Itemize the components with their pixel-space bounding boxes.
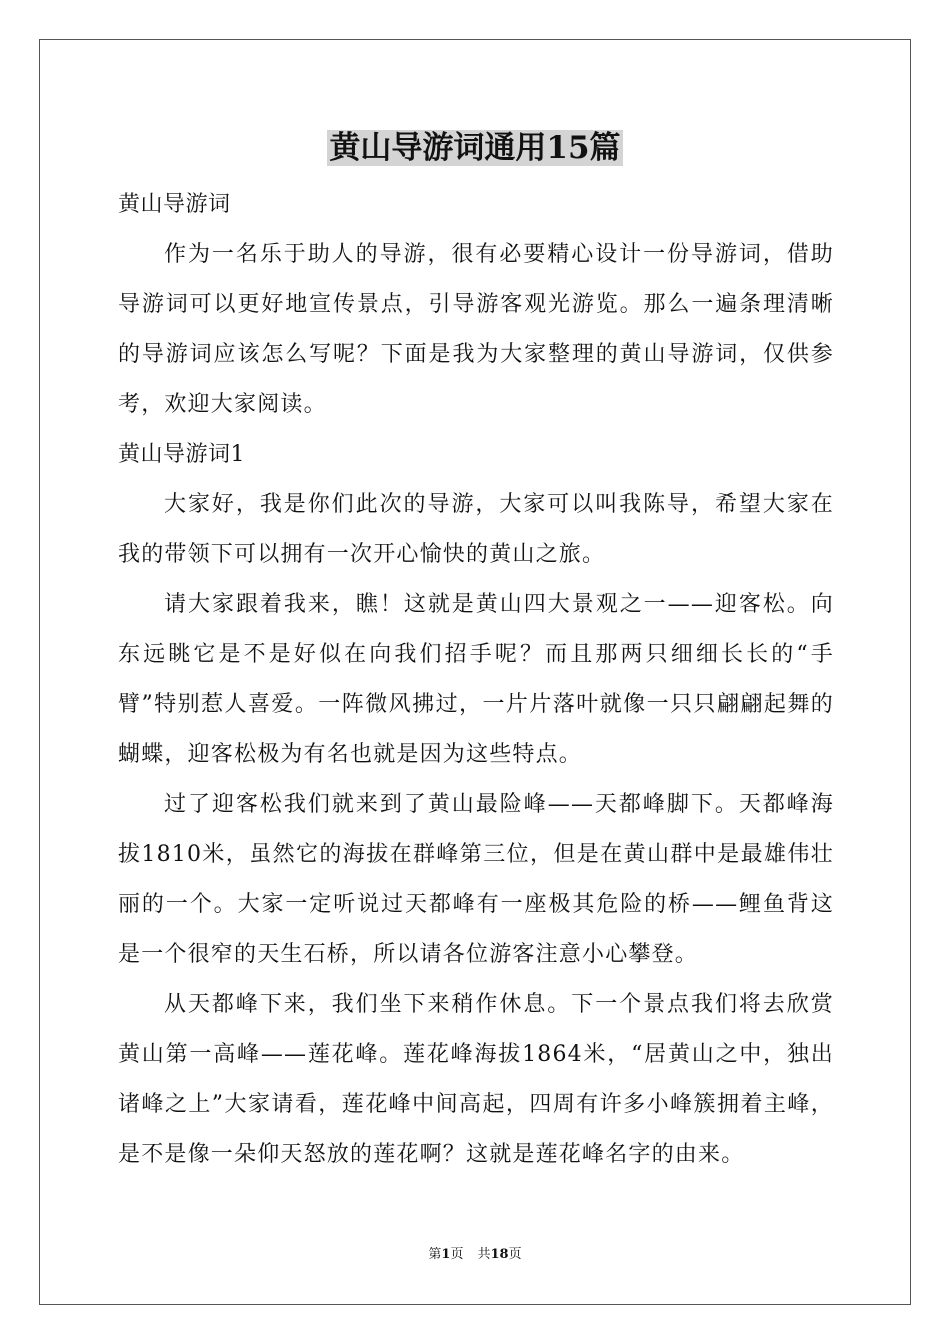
document-title xyxy=(0,128,950,168)
page-number: 1 xyxy=(441,1247,451,1262)
body-paragraph: 过了迎客松我们就来到了黄山最险峰——天都峰脚下。天都峰海拔1810米，虽然它的海拔在群峰第三位，但是在黄山群中是最雄伟壮丽的一个。大家一定听说过天都峰有一座极其危险的桥——鲤鱼背这是一个很窄的天生石桥，所以请各位游客注意小心攀登。 xyxy=(118,792,834,967)
body-paragraph: 大家好，我是你们此次的导游，大家可以叫我陈导，希望大家在我的带领下可以拥有一次开心愉快的黄山之旅。 xyxy=(118,492,834,567)
document-body xyxy=(118,180,834,1180)
page-footer xyxy=(0,1246,950,1264)
body-paragraph: 从天都峰下来，我们坐下来稍作休息。下一个景点我们将去欣赏黄山第一高峰——莲花峰。莲花峰海拔1864米，“居黄山之中，独出诸峰之上”大家请看，莲花峰中间高起，四周有许多小峰簇拥着主峰，是不是像一朵仰天怒放的莲花啊？这就是莲花峰名字的由来。 xyxy=(118,992,834,1167)
body-paragraph: 请大家跟着我来，瞧！这就是黄山四大景观之一——迎客松。向东远眺它是不是好似在向我们招手呢？而且那两只细细长长的“手臂”特别惹人喜爱。一阵微风拂过，一片片落叶就像一只只翩翩起舞的蝴蝶，迎客松极为有名也就是因为这些特点。 xyxy=(118,592,834,767)
section-heading: 黄山导游词1 xyxy=(118,442,245,467)
page-indicator: 第1页 xyxy=(428,1247,464,1262)
total-pages: 18 xyxy=(490,1247,509,1262)
total-pages-indicator: 共18页 xyxy=(477,1247,522,1262)
section-heading: 黄山导游词 xyxy=(118,192,231,217)
intro-paragraph: 作为一名乐于助人的导游，很有必要精心设计一份导游词，借助导游词可以更好地宣传景点，引导游客观光游览。那么一遍条理清晰的导游词应该怎么写呢？下面是我为大家整理的黄山导游词，仅供参考，欢迎大家阅读。 xyxy=(118,242,834,417)
document-title-text: 黄山导游词通用15篇 xyxy=(329,130,621,166)
